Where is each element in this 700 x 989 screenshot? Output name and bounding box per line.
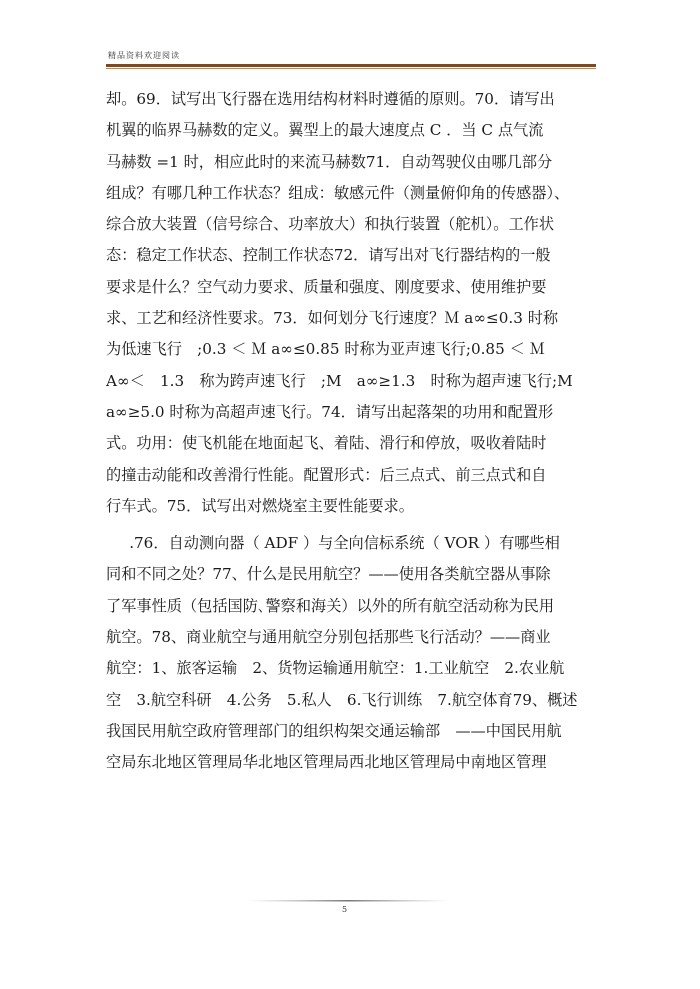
text-line-13: 的撞击动能和改善滑行性能。配置形式：后三点式、前三点式和自	[106, 465, 547, 484]
document-body	[106, 84, 596, 779]
text-line-12: 式。功用：使飞机能在地面起飞、着陆、滑行和停放，吸收着陆时	[106, 434, 547, 453]
footer-rule	[248, 898, 448, 904]
text-line-16: 同和不同之处？77、什么是民用航空？——使用各类航空器从事除	[106, 565, 551, 584]
text-line-14: 行车式。75．试写出对燃烧室主要性能要求。	[106, 496, 414, 515]
text-line-4: 组成？有哪几种工作状态？组成：敏感元件（测量俯仰角的传感器）、	[106, 183, 570, 202]
text-line-20: 空 3.航空科研 4.公务 5.私人 6.飞行训练 7.航空体育79、概述	[106, 690, 578, 709]
text-line-6: 态：稳定工作状态、控制工作状态72．请写出对飞行器结构的一般	[106, 246, 551, 265]
text-line-17: 了军事性质（包括国防､警察和海关）以外的所有航空活动称为民用	[106, 596, 555, 615]
text-line-9: 为低速飞行 ;0.3 ＜ Ｍ a∞≤0.85 时称为亚声速飞行;0.85 ＜ Ｍ	[106, 340, 545, 359]
header-rule-thin	[106, 68, 596, 69]
text-line-8: 求、工艺和经济性要求。73．如何划分飞行速度？Ｍ a∞≤0.3 时称	[106, 309, 559, 328]
text-line-7: 要求是什么？空气动力要求、质量和强度、刚度要求、使用维护要	[106, 277, 547, 296]
text-line-18: 航空。78、商业航空与通用航空分别包括那些飞行活动？——商业	[106, 628, 551, 647]
text-line-5: 综合放大装置（信号综合、功率放大）和执行装置（舵机）。工作状	[106, 215, 555, 234]
text-line-15: .76．自动测向器（ ADF ）与全向信标系统（ VOR ）有哪些相	[114, 534, 560, 553]
page-header-label: 精品资料欢迎阅读	[108, 51, 180, 60]
text-line-19: 航空：1、旅客运输 2、货物运输通用航空：1.工业航空 2.农业航	[106, 659, 565, 678]
text-line-22: 空局东北地区管理局华北地区管理局西北地区管理局中南地区管理	[106, 753, 547, 772]
text-line-10: A∞＜ 1.3 称为跨声速飞行 ;M a∞≥1.3 时称为超声速飞行;M	[106, 371, 573, 390]
text-line-1: 却。69．试写出飞行器在选用结构材料时遵循的原则。70．请写出	[106, 90, 555, 108]
text-line-11: a∞≥5.0 时称为高超声速飞行。74．请写出起落架的功用和配置形	[106, 402, 554, 421]
text-line-21: 我国民用航空政府管理部门的组织构架交通运输部 ——中国民用航	[106, 721, 562, 740]
text-line-3: 马赫数 =1 时，相应此时的来流马赫数71．自动驾驶仪由哪几部分	[106, 152, 553, 171]
text-line-2: 机翼的临界马赫数的定义。翼型上的最大速度点 C ．当 C 点气流	[106, 121, 544, 140]
page-number: 5	[342, 905, 348, 914]
header-rule	[106, 64, 596, 67]
